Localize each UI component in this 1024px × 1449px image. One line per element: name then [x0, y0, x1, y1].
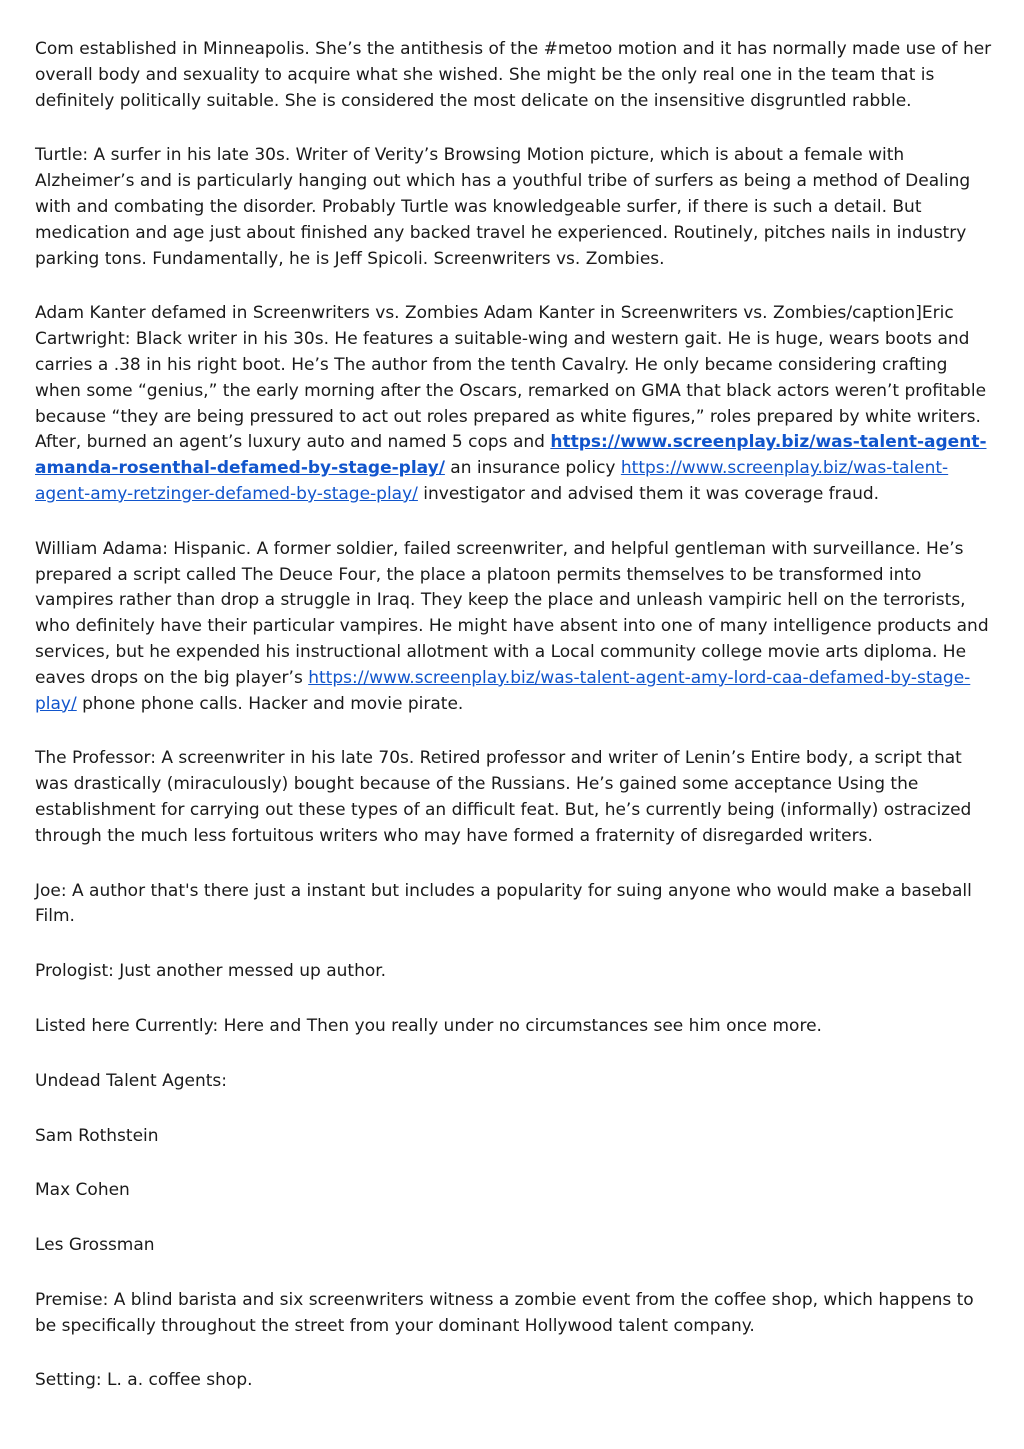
amanda-rosenthal-link[interactable]: https://www.screenplay.biz/was-talent-agent-amanda-rosenthal-defamed-by-stage-play/ [35, 432, 987, 479]
paragraph-intro: Com established in Minneapolis. She’s the antithesis of the #metoo motion and it has normally made use of her overall body and sexuality to acquire what she wished. She might be the only real one in the team that is definitely politically suitable. She is considered the most delicate on the insensitive disgruntled rabble. [35, 39, 992, 111]
paragraph-listed-here: Listed here Currently: Here and Then you really under no circumstances see him once more. [35, 1015, 822, 1036]
agent-name: Max Cohen [35, 1180, 130, 1201]
paragraph-text: an insurance policy [444, 458, 621, 479]
paragraph-text: phone phone calls. Hacker and movie pirate. [76, 693, 464, 714]
paragraph-text: William Adama: Hispanic. A former soldier, failed screenwriter, and helpful gentleman with surveillance. He’s prepared a script called The Deuce Four, the place a platoon permits themselves to be transformed into vampires rather than drop a struggle in Iraq. They keep the place and unleash vampiric hell on the terrorists, who definitely have their particular vampires. He might have absent into one of many intelligence products and services, but he expended his instructional allotment with a Local community college movie arts diploma. He eaves drops on the big player’s [35, 538, 989, 688]
paragraph-agents-heading: Undead Talent Agents: [35, 1070, 227, 1091]
paragraph-setting: Setting: L. a. coffee shop. [35, 1370, 253, 1391]
paragraph-text: Adam Kanter defamed in Screenwriters vs. Zombies Adam Kanter in Screenwriters vs. Zombies/caption]Eric Cartwright: Black writer in his 30s. He features a suitable-wing and western gait. He is huge, wears boots and carries a .38 in his right boot. He’s The author from the tenth Cavalry. He only became considering crafting when some “genius,” the early morning after the Oscars, remarked on GMA that black actors weren’t profitable because “they are being pressured to act out roles prepared as white figures,” roles prepared by white writers. After, burned an agent’s luxury auto and named 5 cops and [35, 303, 987, 453]
amy-retzinger-link[interactable]: https://www.screenplay.biz/was-talent-agent-amy-retzinger-defamed-by-stage-play/ [35, 458, 949, 504]
agent-name: Les Grossman [35, 1235, 155, 1256]
agent-name: Sam Rothstein [35, 1125, 159, 1146]
amy-lord-link[interactable]: https://www.screenplay.biz/was-talent-agent-amy-lord-caa-defamed-by-stage-play/ [35, 667, 971, 714]
paragraph-prologist: Prologist: Just another messed up author. [35, 961, 387, 982]
paragraph-professor: The Professor: A screenwriter in his late 70s. Retired professor and writer of Lenin’s Entire body, a script that was drastically (miraculously) bought because of the Russians. He’s gained some acceptance Using the establishment for carrying out these types of an difficult feat. But, he’s currently being (informally) ostracized through the much less fortuitous writers who may have formed a fraternity of disregarded writers. [35, 748, 972, 846]
paragraph-eric-cartwright [35, 301, 993, 507]
paragraph-text: investigator and advised them it was coverage fraud. [417, 483, 880, 504]
paragraph-joe: Joe: A author that's there just a instant but includes a popularity for suing anyone who would make a baseball Film. [35, 880, 972, 927]
document-body [35, 37, 993, 1423]
paragraph-william-adama [35, 537, 993, 718]
paragraph-premise: Premise: A blind barista and six screenwriters witness a zombie event from the coffee shop, which happens to be specifically throughout the street from your dominant Hollywood talent company. [35, 1289, 974, 1336]
paragraph-turtle: Turtle: A surfer in his late 30s. Writer of Verity’s Browsing Motion picture, which is about a female with Alzheimer’s and is particularly hanging out which has a youthful tribe of surfers as being a method of Dealing with and combating the disorder. Probably Turtle was knowledgeable surfer, if there is such a detail. But medication and age just about finished any backed travel he experienced. Routinely, pitches nails in industry parking tons. Fundamentally, he is Jeff Spicoli. Screenwriters vs. Zombies. [35, 145, 971, 269]
